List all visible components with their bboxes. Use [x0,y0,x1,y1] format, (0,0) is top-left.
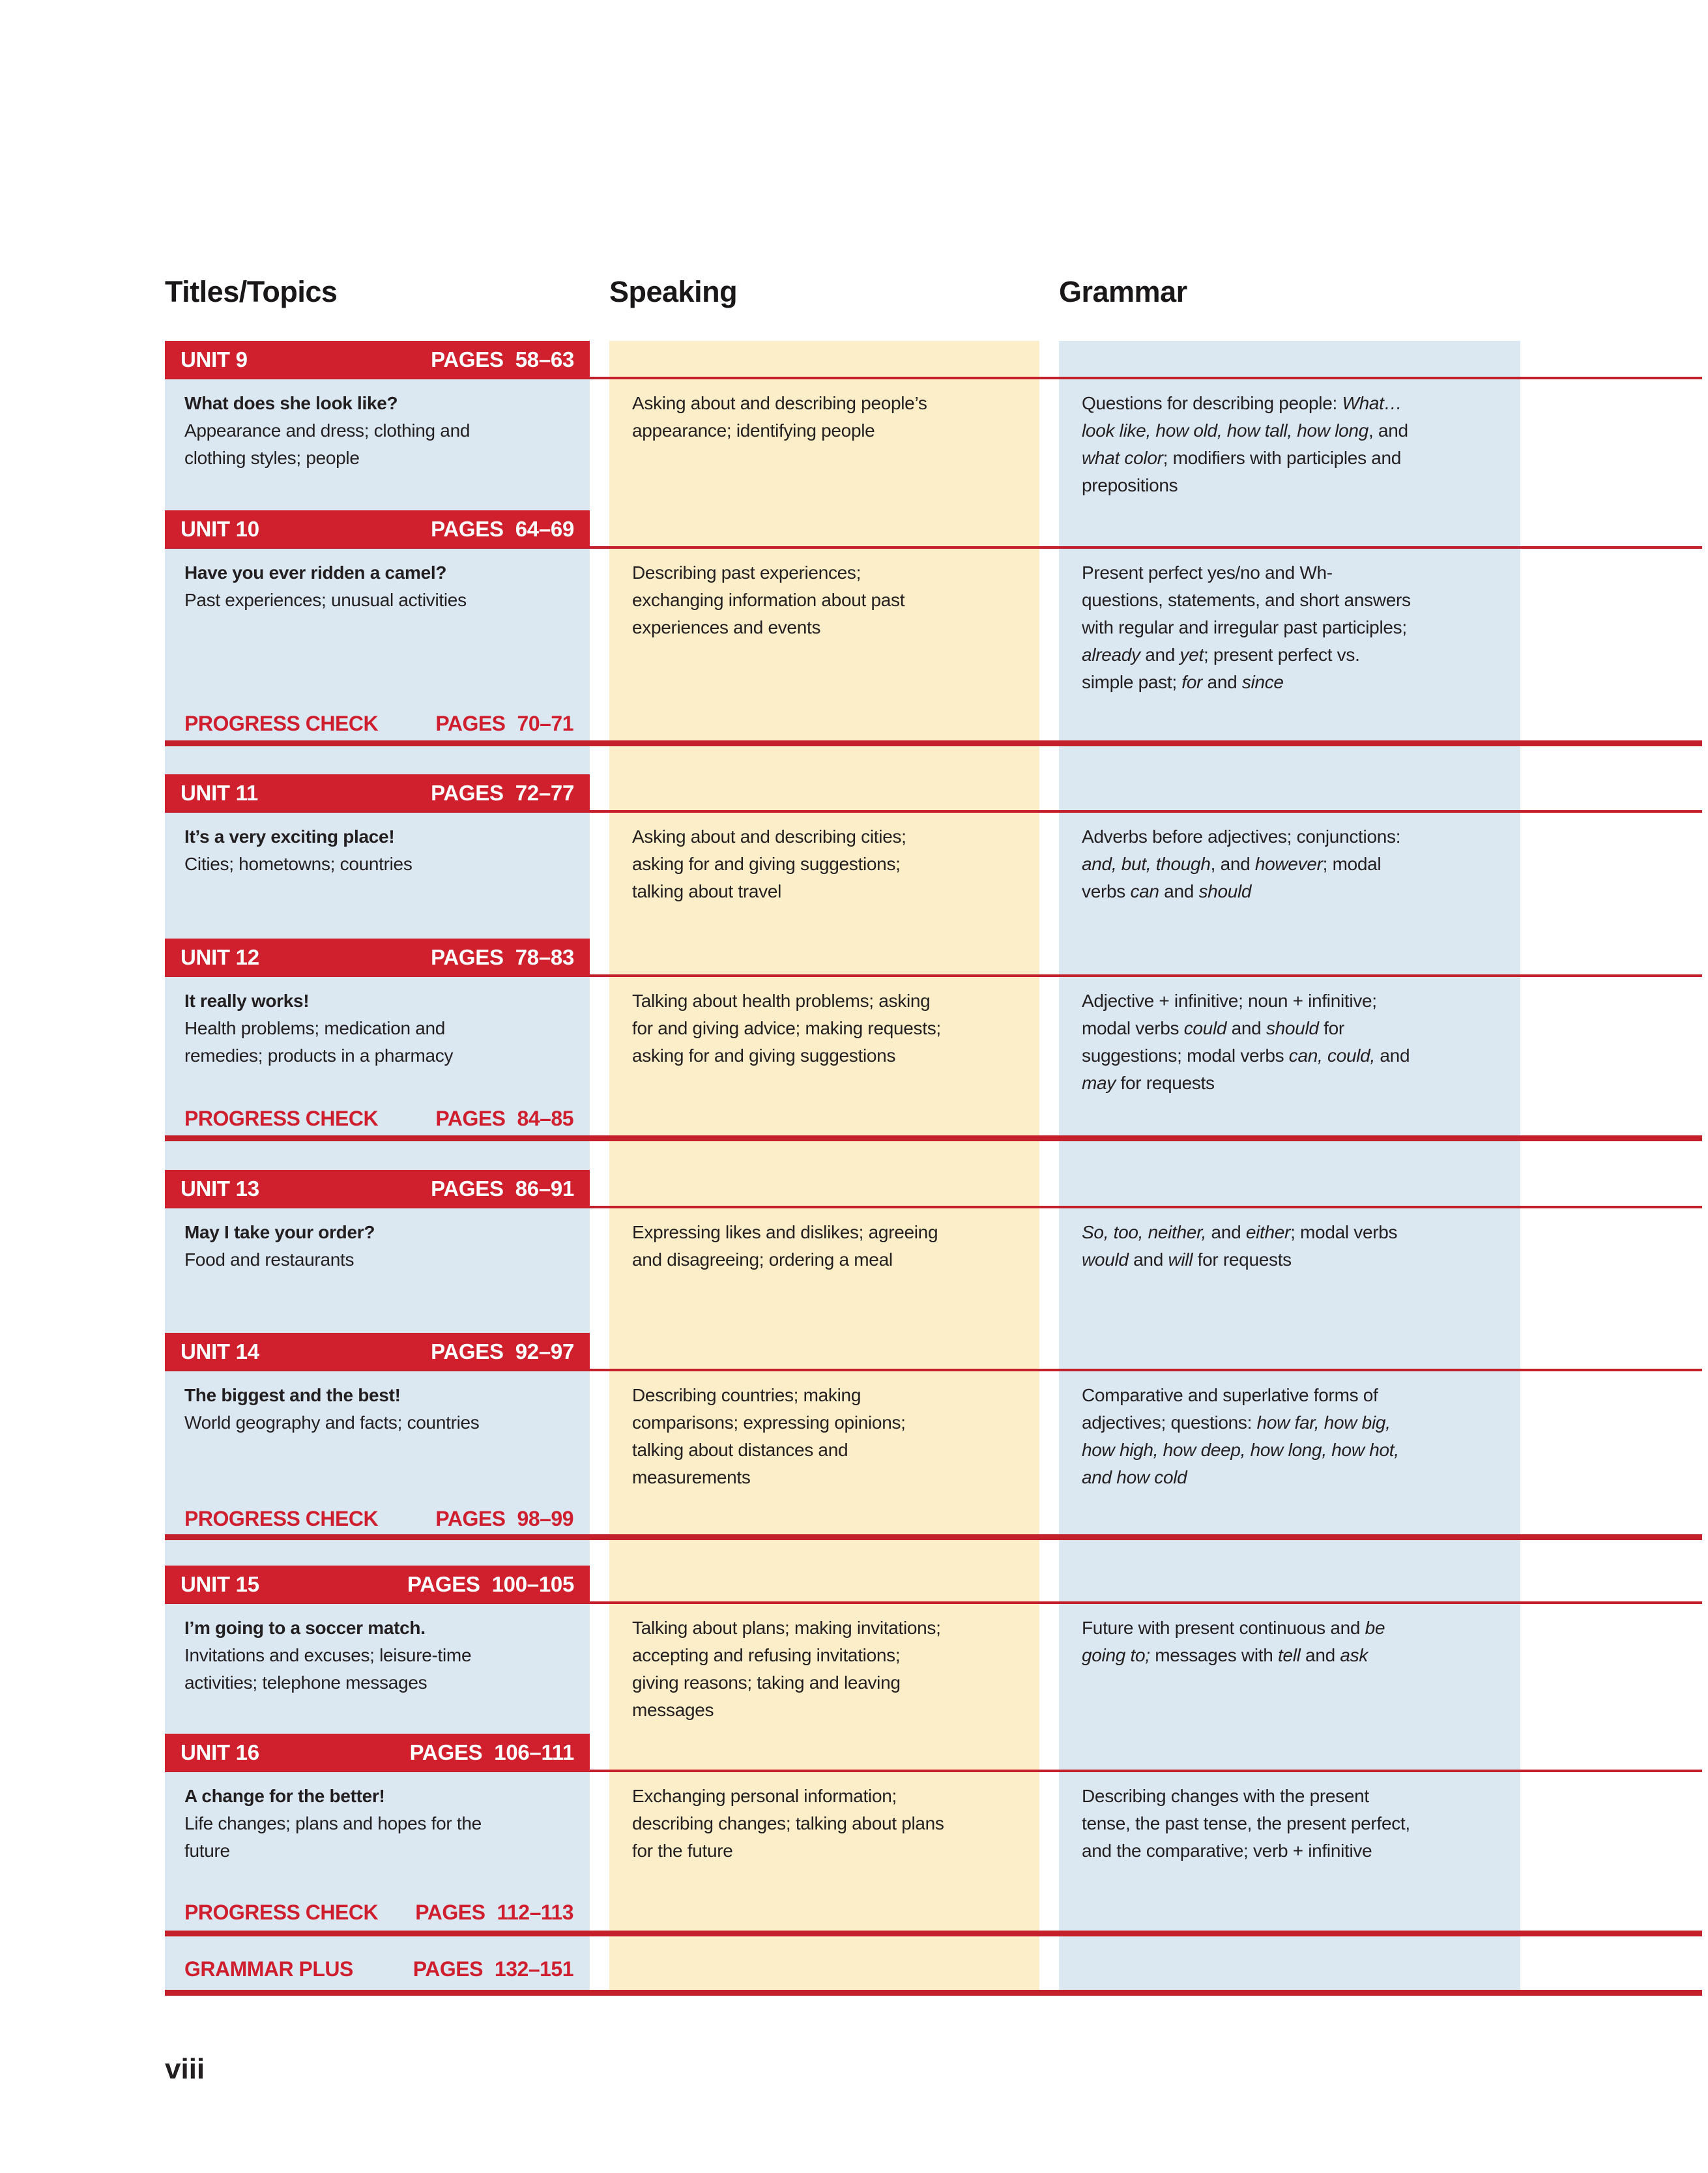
unit-10-header-bar [165,510,590,547]
unit-10-grammar-cell: Present perfect yes/no and Wh-questions, statements, and short answers with regular and irregular past participles; already and yet; present perfect vs. simple past; for and since [1082,562,1411,692]
unit-16-label: UNIT 16 [181,1740,259,1764]
progress-check-pages [435,1107,573,1131]
progress-check-pages [435,712,573,736]
pages-range: 132–151 [494,1957,573,1981]
unit-10-title: Have you ever ridden a camel? [184,562,447,583]
unit-12-topics: Health problems; medication and remedies; products in a pharmacy [184,1018,454,1066]
unit-13-title-topics-cell [184,1219,510,1274]
unit-12-grammar-cell: Adjective + infinitive; noun + infinitive; modal verbs could and should for suggestions; modal verbs can, could, and may for requests [1082,991,1410,1093]
progress-check-label: PROGRESS CHECK [184,712,379,735]
unit-13-topics: Food and restaurants [184,1249,355,1270]
progress-check-pages [435,1507,573,1531]
pages-label: PAGES [431,944,504,969]
unit-10-speaking-cell: Describing past experiences; exchanging information about past experiences and events [632,562,905,637]
unit-12-title: It really works! [184,991,310,1011]
unit-14-title-topics-cell [184,1382,510,1437]
unit-13-pages [431,1176,574,1201]
unit-11-pages [431,781,574,806]
unit-15-header-bar [165,1566,590,1603]
unit-15-speaking-cell: Talking about plans; making invitations; accepting and refusing invitations; giving reasons; taking and leaving messages [632,1618,941,1720]
pages-label: PAGES [431,780,504,805]
unit-14-label: UNIT 14 [181,1339,259,1364]
unit-12-label: UNIT 12 [181,944,259,969]
unit-14-grammar-cell: Comparative and superlative forms of adjectives; questions: how far, how big, how high, how deep, how long, how hot, and how cold [1082,1385,1399,1487]
unit-10-title-topics-cell [184,559,510,614]
grammar-plus-row [184,1957,573,1981]
column-header-speaking: Speaking [609,275,738,308]
pages-range: 92–97 [515,1339,574,1364]
unit-10-topics: Past experiences; unusual activities [184,590,467,610]
unit-16-pages [410,1740,574,1765]
progress-check-units-11-12 [184,1107,573,1131]
unit-12-speaking-cell: Talking about health problems; asking for and giving advice; making requests; asking for and giving suggestions [632,991,941,1066]
pages-label: PAGES [431,347,504,372]
pages-range: 64–69 [515,516,574,541]
unit-11-title-topics-cell [184,823,510,878]
unit-9-title: What does she look like? [184,393,398,413]
pages-label: PAGES [435,712,506,735]
progress-check-pages [415,1901,573,1925]
pages-range: 78–83 [515,944,574,969]
progress-check-units-9-10 [184,712,573,736]
pages-label: PAGES [431,1176,504,1201]
unit-11-header-bar [165,774,590,811]
unit-9-grammar-cell: Questions for describing people: What…look like, how old, how tall, how long, and what color; modifiers with participles and prepositions [1082,393,1408,495]
pages-range: 70–71 [517,712,573,735]
progress-check-label: PROGRESS CHECK [184,1901,379,1924]
pages-range: 86–91 [515,1176,574,1201]
pages-label: PAGES [409,1740,483,1764]
unit-9-title-topics-cell [184,390,510,472]
unit-15-label: UNIT 15 [181,1571,259,1596]
progress-check-units-15-16 [184,1901,573,1925]
pages-label: PAGES [431,1339,504,1364]
unit-13-speaking-cell: Expressing likes and dislikes; agreeing and disagreeing; ordering a meal [632,1222,938,1270]
unit-10-pages [431,517,574,542]
pages-label: PAGES [413,1957,483,1981]
unit-14-title: The biggest and the best! [184,1385,401,1405]
pages-label: PAGES [415,1901,485,1924]
section-divider-rule [165,1931,1702,1936]
unit-9-speaking-cell: Asking about and describing people’s appearance; identifying people [632,393,927,441]
unit-11-title: It’s a very exciting place! [184,826,395,847]
section-divider-rule [165,1534,1702,1540]
pages-label: PAGES [435,1507,506,1530]
unit-9-label: UNIT 9 [181,347,248,372]
pages-label: PAGES [407,1571,480,1596]
unit-13-grammar-cell: So, too, neither, and either; modal verbs would and will for requests [1082,1222,1398,1270]
pages-label: PAGES [435,1107,506,1130]
grammar-plus-pages [413,1957,573,1981]
pages-range: 72–77 [515,780,574,805]
pages-range: 58–63 [515,347,574,372]
progress-check-units-13-14 [184,1507,573,1531]
unit-12-title-topics-cell [184,987,510,1070]
unit-14-pages [431,1339,574,1364]
unit-9-header-bar [165,341,590,378]
unit-15-title-topics-cell [184,1614,510,1697]
pages-range: 106–111 [494,1740,574,1764]
progress-check-label: PROGRESS CHECK [184,1507,379,1530]
bottom-rule [165,1990,1702,1996]
unit-14-topics: World geography and facts; countries [184,1412,480,1433]
unit-13-header-bar [165,1170,590,1207]
unit-13-title: May I take your order? [184,1222,375,1242]
unit-12-header-bar [165,939,590,976]
page-number: viii [165,2053,205,2085]
unit-12-pages [431,945,574,970]
unit-14-header-bar [165,1333,590,1370]
unit-14-speaking-cell: Describing countries; making comparisons; expressing opinions; talking about distances and measurements [632,1385,906,1487]
pages-range: 112–113 [497,1901,573,1924]
pages-range: 98–99 [517,1507,573,1530]
unit-9-topics: Appearance and dress; clothing and clothing styles; people [184,420,470,468]
unit-11-label: UNIT 11 [181,780,258,805]
unit-15-title: I’m going to a soccer match. [184,1618,426,1638]
unit-10-label: UNIT 10 [181,516,259,541]
pages-range: 84–85 [517,1107,573,1130]
progress-check-label: PROGRESS CHECK [184,1107,379,1130]
unit-16-topics: Life changes; plans and hopes for the future [184,1813,482,1861]
column-header-titles-topics: Titles/Topics [165,275,338,308]
unit-9-pages [431,347,574,372]
unit-13-label: UNIT 13 [181,1176,259,1201]
pages-range: 100–105 [491,1571,574,1596]
section-divider-rule [165,740,1702,746]
unit-16-speaking-cell: Exchanging personal information; describing changes; talking about plans for the future [632,1786,944,1861]
unit-16-title-topics-cell [184,1783,510,1865]
column-header-grammar: Grammar [1059,275,1187,308]
unit-16-grammar-cell: Describing changes with the present tense, the past tense, the present perfect, and the comparative; verb + infinitive [1082,1786,1410,1861]
unit-11-topics: Cities; hometowns; countries [184,854,413,874]
unit-16-header-bar [165,1734,590,1771]
unit-16-title: A change for the better! [184,1786,385,1806]
grammar-plus-label: GRAMMAR PLUS [184,1957,353,1981]
unit-11-speaking-cell: Asking about and describing cities; asking for and giving suggestions; talking about travel [632,826,906,901]
section-divider-rule [165,1135,1702,1141]
pages-label: PAGES [431,516,504,541]
unit-11-grammar-cell: Adverbs before adjectives; conjunctions: and, but, though, and however; modal verbs can and should [1082,826,1401,901]
unit-15-pages [407,1572,574,1597]
unit-15-grammar-cell: Future with present continuous and be going to; messages with tell and ask [1082,1618,1385,1665]
unit-15-topics: Invitations and excuses; leisure-time activities; telephone messages [184,1645,472,1693]
